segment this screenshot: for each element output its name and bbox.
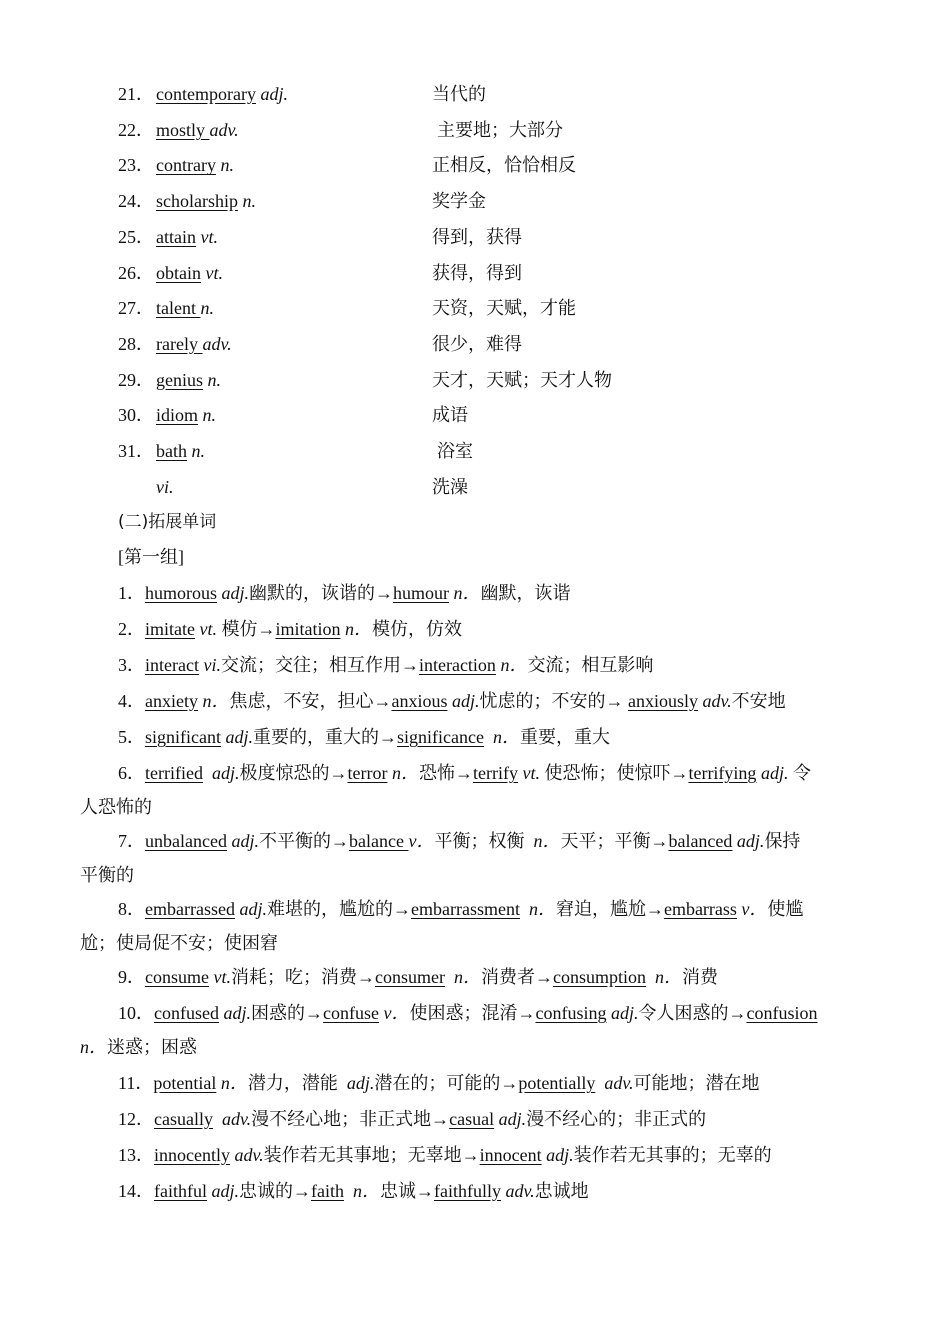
meaning: 装作若无其事地；无辜地→: [263, 1145, 480, 1165]
entry-number: 24．: [118, 191, 154, 212]
word: significance: [397, 727, 484, 747]
meaning: 幽默，诙谐: [480, 583, 571, 603]
part-of-speech: n.: [242, 191, 256, 212]
word: innocent: [479, 1145, 542, 1165]
word: balance: [348, 831, 409, 851]
meaning: 成语: [432, 405, 468, 426]
word: scholarship: [156, 191, 238, 212]
word: consume: [145, 967, 209, 987]
meaning: 忠诚地: [534, 1181, 589, 1201]
word: casually: [154, 1109, 213, 1129]
part-of-speech: vt.: [200, 226, 218, 247]
word: potential: [153, 1073, 217, 1093]
word: humorous: [145, 583, 217, 603]
word: interaction: [418, 655, 496, 675]
meaning: 漫不经心地；非正式地→: [251, 1109, 450, 1129]
meaning: 困惑的→: [251, 1003, 323, 1023]
part-of-speech: adv.: [702, 691, 732, 711]
vocab-row: [118, 261, 522, 285]
vocab-row: [118, 225, 522, 249]
meaning: 重要，重大: [519, 727, 610, 747]
part-of-speech: vi.: [156, 476, 174, 497]
part-of-speech: adj.: [546, 1145, 574, 1165]
vocab-row: [118, 332, 522, 356]
part-of-speech: v．: [408, 831, 435, 851]
word: confuse: [323, 1003, 379, 1023]
meaning: 交流；相互影响: [527, 655, 654, 675]
meaning: 装作若无其事的；无辜的: [573, 1145, 772, 1165]
meaning: 潜在的；可能的→: [374, 1073, 519, 1093]
ext-entry-7: [0, 829, 950, 889]
part-of-speech: adv.: [505, 1181, 535, 1201]
meaning: 消费者→: [480, 967, 553, 987]
meaning-continued: 人恐怖的: [80, 797, 152, 817]
entry-number: 12．: [118, 1109, 154, 1129]
word: confusion: [746, 1003, 818, 1023]
meaning: 获得，得到: [432, 262, 522, 283]
word: faith: [311, 1181, 344, 1201]
meaning: 模仿，仿效: [371, 619, 462, 639]
meaning: 消费: [681, 967, 718, 987]
meaning: 潜力，潜能: [247, 1073, 338, 1093]
meaning: 忧虑的；不安的→: [479, 691, 624, 711]
group-label: [第一组]: [118, 547, 184, 567]
entry-number: 8．: [118, 899, 145, 919]
entry-number: 14．: [118, 1181, 154, 1201]
vocab-row: [118, 153, 576, 177]
part-of-speech: n．: [344, 619, 372, 639]
part-of-speech: n．: [500, 655, 528, 675]
word: contrary: [156, 155, 216, 176]
part-of-speech: n．: [453, 583, 481, 603]
entry-number: 11．: [118, 1073, 154, 1093]
part-of-speech: adj.: [221, 583, 250, 603]
ext-entry-2: [118, 617, 462, 641]
part-of-speech: n．: [453, 967, 481, 987]
meaning: 得到，获得: [432, 226, 522, 247]
ext-entry-6: [0, 761, 950, 821]
ext-entry-5: [118, 725, 610, 749]
ext-entry-3: [118, 653, 653, 677]
entry-number: 26．: [118, 262, 154, 283]
part-of-speech: vt.: [213, 967, 231, 987]
meaning: 当代的: [432, 84, 486, 104]
ext-entry-10: [0, 1001, 950, 1061]
meaning: 平衡；权衡: [434, 831, 525, 851]
word: terrified: [145, 763, 203, 783]
meaning: 消耗；吃；消费→: [230, 967, 375, 987]
part-of-speech: vt.: [199, 619, 217, 639]
meaning: 难堪的，尴尬的→: [266, 899, 411, 919]
part-of-speech: n．: [80, 1037, 107, 1057]
word: embarrassment: [410, 899, 520, 919]
part-of-speech: vt.: [205, 262, 223, 283]
meaning-continued: 尬；使局促不安；使困窘: [80, 933, 278, 953]
word: interact: [145, 655, 199, 675]
part-of-speech: n．: [528, 899, 556, 919]
part-of-speech: n.: [202, 405, 217, 426]
word: consumption: [552, 967, 646, 987]
part-of-speech: adv.: [209, 119, 239, 140]
ext-entry-13: [118, 1143, 772, 1167]
word: anxiety: [145, 691, 198, 711]
word: faithfully: [434, 1181, 501, 1201]
word: faithful: [154, 1181, 207, 1201]
entry-number: 5．: [118, 727, 145, 747]
meaning: 重要的，重大的→: [253, 727, 397, 747]
word: contemporary: [156, 84, 256, 104]
meaning: 使恐怖；使惊吓→: [544, 763, 689, 783]
meaning: 极度惊恐的→: [239, 763, 348, 783]
part-of-speech: n.: [220, 155, 234, 176]
ext-entry-4: [118, 689, 786, 713]
entry-number: 13．: [118, 1145, 154, 1165]
part-of-speech: adj.: [211, 763, 240, 783]
word: obtain: [156, 262, 201, 283]
word: imitation: [275, 619, 341, 639]
word: casual: [449, 1109, 495, 1129]
meaning: 天才，天赋；天才人物: [432, 369, 612, 390]
meaning: 使困惑；混淆→: [409, 1003, 536, 1023]
word: innocently: [154, 1145, 230, 1165]
meaning: 窘迫，尴尬→: [555, 899, 664, 919]
word: talent: [156, 298, 201, 319]
part-of-speech: n．: [220, 1073, 248, 1093]
entry-number: 4．: [118, 691, 145, 711]
vocab-row: [118, 368, 612, 392]
part-of-speech: adj.: [610, 1003, 639, 1023]
word: consumer: [374, 967, 445, 987]
part-of-speech: adj.: [736, 831, 765, 851]
entry-number: 27．: [118, 298, 154, 319]
part-of-speech: adv.: [221, 1109, 252, 1129]
meaning: 浴室: [437, 441, 473, 461]
meaning: 忠诚→: [380, 1181, 434, 1201]
part-of-speech: adj.: [346, 1073, 375, 1093]
part-of-speech: n．: [533, 831, 561, 851]
word: humour: [393, 583, 450, 603]
entry-number: 28．: [118, 333, 154, 354]
word: imitate: [145, 619, 195, 639]
ext-entry-14: [118, 1179, 589, 1203]
part-of-speech: adv.: [202, 333, 232, 354]
meaning: 模仿→: [221, 619, 276, 639]
part-of-speech: n．: [391, 763, 419, 783]
meaning: 主要地；大部分: [437, 119, 563, 140]
meaning: 保持: [764, 831, 801, 851]
vocab-row: [118, 296, 576, 320]
entry-number: 7．: [118, 831, 145, 851]
meaning: 奖学金: [432, 191, 486, 212]
entry-number: 31．: [118, 441, 154, 461]
vocab-row: [118, 189, 486, 213]
meaning: 不安地: [731, 691, 786, 711]
entry-number: 22．: [118, 119, 154, 140]
part-of-speech: vi.: [203, 655, 221, 675]
part-of-speech: adj.: [451, 691, 480, 711]
meaning: 令人困惑的→: [638, 1003, 747, 1023]
word: unbalanced: [145, 831, 227, 851]
part-of-speech: adj.: [260, 84, 288, 104]
vocab-row: [118, 439, 473, 463]
part-of-speech: adv.: [604, 1073, 634, 1093]
ext-entry-12: [118, 1107, 706, 1131]
meaning: 令: [792, 763, 811, 783]
part-of-speech: adj.: [231, 831, 259, 851]
part-of-speech: adv.: [234, 1145, 264, 1165]
part-of-speech: adj.: [760, 763, 789, 783]
meaning: 正相反，恰恰相反: [432, 155, 576, 176]
word: terrifying: [688, 763, 757, 783]
part-of-speech: n．: [202, 691, 230, 711]
part-of-speech: adj.: [223, 1003, 251, 1023]
part-of-speech: n．: [492, 727, 520, 747]
word: idiom: [156, 405, 199, 426]
entry-number: 9．: [118, 967, 145, 987]
meaning: 恐怖→: [418, 763, 473, 783]
meaning: 忠诚的→: [239, 1181, 311, 1201]
word: embarrassed: [145, 899, 235, 919]
meaning-continued: 平衡的: [80, 865, 134, 885]
ext-entry-8: [0, 897, 950, 957]
word: confused: [154, 1003, 219, 1023]
vocab-row: [118, 403, 468, 427]
part-of-speech: n．: [654, 967, 682, 987]
entry-number: 21．: [118, 84, 154, 104]
ext-entry-9: [118, 965, 718, 989]
meaning: 天资，天赋，才能: [432, 298, 576, 319]
meaning: 可能地；潜在地: [633, 1073, 760, 1093]
vocab-row: [118, 475, 468, 499]
word: balanced: [668, 831, 733, 851]
part-of-speech: v．: [741, 899, 768, 919]
entry-number: 1．: [118, 583, 145, 603]
part-of-speech: n.: [200, 298, 214, 319]
meaning: 不平衡的→: [258, 831, 349, 851]
meaning: 天平；平衡→: [560, 831, 669, 851]
entry-number: 3．: [118, 655, 145, 675]
meaning: 洗澡: [432, 476, 468, 497]
entry-number: 6．: [118, 763, 145, 783]
word: bath: [156, 441, 187, 461]
entry-number: 29．: [118, 369, 154, 390]
word: genius: [156, 369, 203, 390]
part-of-speech: vt.: [522, 763, 540, 783]
meaning: 幽默的，诙谐的→: [249, 583, 394, 603]
part-of-speech: adj.: [239, 899, 267, 919]
word: embarrass: [663, 899, 737, 919]
entry-number: 23．: [118, 155, 154, 176]
word: anxiously: [628, 691, 698, 711]
word: potentially: [518, 1073, 596, 1093]
entry-number: 30．: [118, 405, 154, 426]
ext-entry-1: [118, 581, 571, 605]
meaning: 使尴: [767, 899, 804, 919]
word: attain: [156, 226, 196, 247]
part-of-speech: n.: [191, 441, 205, 461]
vocab-row: [118, 82, 486, 106]
entry-number: 25．: [118, 226, 154, 247]
word: anxious: [391, 691, 448, 711]
word: mostly: [156, 119, 210, 140]
entry-number: 10．: [118, 1003, 154, 1023]
word: significant: [145, 727, 221, 747]
word: terrify: [472, 763, 518, 783]
meaning-continued: 迷惑；困惑: [107, 1037, 197, 1057]
part-of-speech: n.: [207, 369, 221, 390]
section-title: (二)拓展单词: [118, 512, 217, 532]
word: rarely: [156, 333, 203, 354]
word: confusing: [535, 1003, 607, 1023]
meaning: 焦虑，不安，担心→: [229, 691, 392, 711]
ext-entry-11: [118, 1071, 759, 1095]
part-of-speech: v．: [383, 1003, 410, 1023]
meaning: 很少，难得: [432, 333, 522, 354]
part-of-speech: adj.: [211, 1181, 239, 1201]
entry-number: 2．: [118, 619, 145, 639]
part-of-speech: n．: [353, 1181, 380, 1201]
vocab-row: [118, 118, 563, 142]
meaning: 漫不经心的；非正式的: [526, 1109, 707, 1129]
part-of-speech: adj.: [498, 1109, 527, 1129]
word: terror: [347, 763, 388, 783]
part-of-speech: adj.: [225, 727, 253, 747]
meaning: 交流；交往；相互作用→: [220, 655, 419, 675]
